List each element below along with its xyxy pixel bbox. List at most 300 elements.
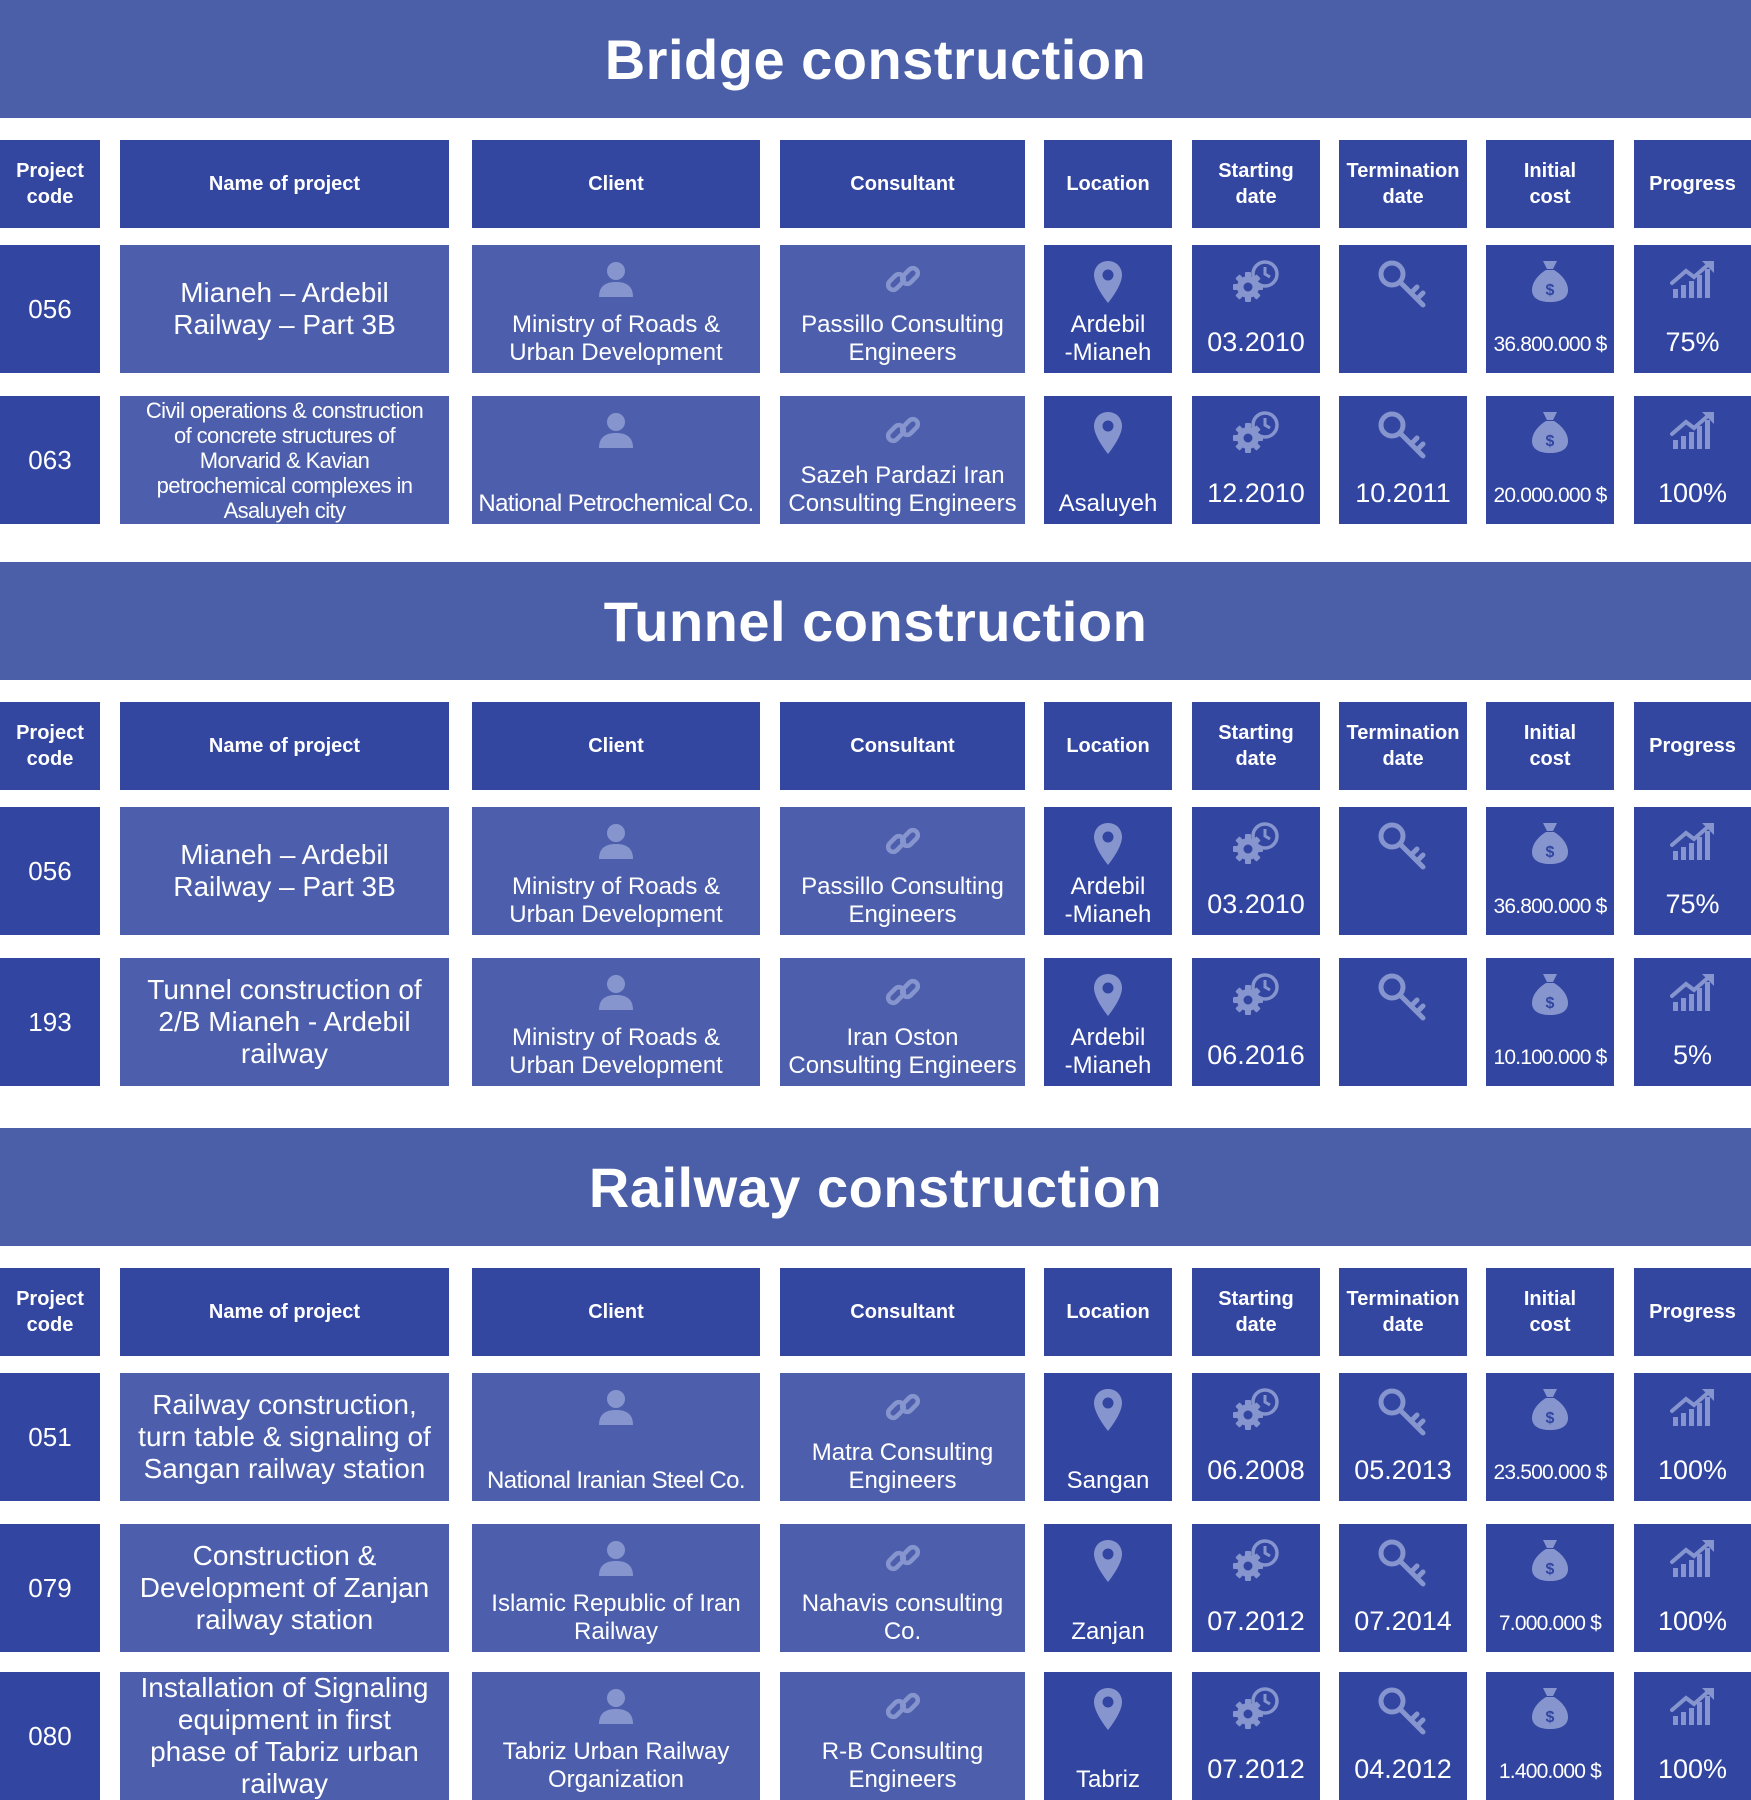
cell-value bbox=[780, 462, 1025, 518]
column-header bbox=[1192, 1268, 1320, 1356]
end-value: 10.2011 bbox=[1355, 478, 1451, 508]
column-header bbox=[120, 702, 449, 790]
svg-text:$: $ bbox=[1545, 844, 1555, 861]
progress-value: 100% bbox=[1657, 1455, 1728, 1485]
cost-value: 20.000.000 $ bbox=[1493, 484, 1607, 507]
table-cell-location bbox=[1044, 396, 1172, 524]
table-cell-consultant bbox=[780, 245, 1025, 373]
project-name-line: of concrete structures of bbox=[173, 422, 395, 448]
key-icon bbox=[1377, 410, 1429, 462]
key-icon bbox=[1377, 1538, 1429, 1590]
money-bag-icon bbox=[1531, 259, 1569, 303]
gear-clock-icon bbox=[1231, 821, 1281, 865]
table-cell-consultant bbox=[780, 1373, 1025, 1501]
consultant-line: Consulting Engineers bbox=[788, 1052, 1017, 1079]
table-cell-code bbox=[0, 1373, 100, 1501]
table-cell-start bbox=[1192, 807, 1320, 935]
start-value: 07.2012 bbox=[1207, 1606, 1305, 1636]
person-icon bbox=[596, 1538, 636, 1578]
project-name-line: 2/B Mianeh - Ardebil bbox=[158, 1006, 411, 1037]
column-header-line: Consultant bbox=[850, 735, 955, 757]
client-line: National Iranian Steel Co. bbox=[487, 1467, 745, 1494]
end-value: 04.2012 bbox=[1354, 1754, 1452, 1784]
column-header-line: Initial bbox=[1523, 160, 1577, 182]
cell-value bbox=[780, 1024, 1025, 1080]
column-header-line: Project bbox=[16, 722, 84, 744]
cell-value bbox=[1634, 327, 1751, 357]
table-cell-end bbox=[1339, 958, 1467, 1086]
column-header-line: date bbox=[1235, 748, 1277, 770]
table-cell-name bbox=[120, 1373, 449, 1501]
column-header bbox=[472, 702, 760, 790]
column-header-line: Location bbox=[1066, 1301, 1150, 1323]
client-line: Urban Development bbox=[509, 901, 723, 928]
cell-value bbox=[1192, 327, 1320, 357]
project-name-line: Morvarid & Kavian bbox=[199, 447, 370, 473]
progress-value: 75% bbox=[1665, 889, 1720, 919]
column-header-line: Name of project bbox=[208, 1301, 361, 1323]
start-value: 12.2010 bbox=[1207, 478, 1305, 508]
table-cell-client bbox=[472, 245, 760, 373]
project-name-line: Railway – Part 3B bbox=[173, 309, 396, 340]
project-name-line: phase of Tabriz urban bbox=[150, 1736, 419, 1767]
project-name-line: railway bbox=[240, 1768, 329, 1799]
cell-value bbox=[1044, 1024, 1172, 1080]
column-header bbox=[780, 702, 1025, 790]
cell-value bbox=[1634, 1606, 1751, 1636]
table-cell-progress bbox=[1634, 1524, 1751, 1652]
table-cell-cost bbox=[1486, 958, 1614, 1086]
cell-value bbox=[1192, 1606, 1320, 1636]
column-header bbox=[472, 1268, 760, 1356]
cell-value bbox=[472, 873, 760, 929]
link-icon bbox=[883, 1686, 923, 1726]
key-icon bbox=[1377, 972, 1429, 1024]
table-cell-client bbox=[472, 1524, 760, 1652]
table-cell-location bbox=[1044, 1524, 1172, 1652]
table-cell-cost bbox=[1486, 1524, 1614, 1652]
project-name bbox=[134, 1540, 436, 1636]
section-banner bbox=[0, 1128, 1751, 1246]
project-name-line: Tunnel construction of bbox=[147, 974, 422, 1005]
map-pin-icon bbox=[1092, 1686, 1124, 1732]
project-name-line: railway station bbox=[195, 1604, 374, 1635]
cost-value: 36.800.000 $ bbox=[1493, 895, 1607, 918]
cell-value bbox=[1044, 1766, 1172, 1794]
cell-value bbox=[1044, 1618, 1172, 1646]
project-name-line: Railway construction, bbox=[152, 1389, 417, 1420]
column-header-line: Progress bbox=[1649, 1301, 1736, 1323]
consultant-line: Engineers bbox=[848, 901, 957, 928]
column-header-line: code bbox=[26, 1314, 74, 1336]
cell-value bbox=[1634, 889, 1751, 919]
column-header-line: Progress bbox=[1649, 735, 1736, 757]
column-header bbox=[0, 1268, 100, 1356]
consultant-line: Co. bbox=[883, 1618, 922, 1645]
cell-value bbox=[1486, 1046, 1614, 1070]
consultant-line: Passillo Consulting bbox=[801, 311, 1004, 338]
start-value: 03.2010 bbox=[1207, 327, 1305, 357]
location-line: -Mianeh bbox=[1064, 339, 1152, 366]
cell-value bbox=[1192, 1040, 1320, 1070]
cell-value bbox=[1192, 889, 1320, 919]
location-line: Sangan bbox=[1066, 1467, 1150, 1494]
location-line: Zanjan bbox=[1071, 1618, 1145, 1645]
key-icon bbox=[1377, 821, 1429, 873]
table-cell-name bbox=[120, 396, 449, 524]
person-icon bbox=[596, 410, 636, 450]
consultant-line: Consulting Engineers bbox=[788, 490, 1017, 517]
table-cell-cost bbox=[1486, 1672, 1614, 1800]
project-code: 079 bbox=[28, 1572, 72, 1603]
cell-value bbox=[780, 1439, 1025, 1495]
svg-text:$: $ bbox=[1545, 995, 1555, 1012]
gear-clock-icon bbox=[1231, 1387, 1281, 1431]
table-cell-end bbox=[1339, 807, 1467, 935]
money-bag-icon bbox=[1531, 972, 1569, 1016]
project-code: 056 bbox=[28, 293, 72, 324]
column-header bbox=[780, 140, 1025, 228]
cell-value bbox=[1339, 1455, 1467, 1485]
gear-clock-icon bbox=[1231, 259, 1281, 303]
project-name-line: railway bbox=[240, 1038, 329, 1069]
person-icon bbox=[596, 1387, 636, 1427]
progress-value: 100% bbox=[1657, 1606, 1728, 1636]
section-title: Railway construction bbox=[588, 1155, 1163, 1219]
column-header bbox=[0, 702, 100, 790]
column-header-line: Consultant bbox=[850, 1301, 955, 1323]
link-icon bbox=[883, 1387, 923, 1427]
key-icon bbox=[1377, 1686, 1429, 1738]
table-cell-name bbox=[120, 1672, 449, 1800]
column-header-line: Progress bbox=[1649, 173, 1736, 195]
cell-value bbox=[780, 1738, 1025, 1794]
project-name-line: Asaluyeh city bbox=[223, 497, 346, 523]
project-name-line: petrochemical complexes in bbox=[156, 472, 413, 498]
table-cell-progress bbox=[1634, 1672, 1751, 1800]
table-cell-client bbox=[472, 958, 760, 1086]
section-banner bbox=[0, 562, 1751, 680]
cell-value bbox=[472, 490, 760, 518]
growth-chart-icon bbox=[1670, 972, 1716, 1012]
consultant-line: Passillo Consulting bbox=[801, 873, 1004, 900]
column-header-line: date bbox=[1235, 1314, 1277, 1336]
cell-value bbox=[1634, 1040, 1751, 1070]
client-line: Ministry of Roads & bbox=[511, 873, 721, 900]
growth-chart-icon bbox=[1670, 821, 1716, 861]
project-name-line: Mianeh – Ardebil bbox=[180, 839, 389, 870]
cost-value: 7.000.000 $ bbox=[1498, 1612, 1602, 1635]
column-header bbox=[1044, 140, 1172, 228]
table-cell-progress bbox=[1634, 245, 1751, 373]
table-cell-name bbox=[120, 958, 449, 1086]
map-pin-icon bbox=[1092, 1538, 1124, 1584]
table-cell-progress bbox=[1634, 396, 1751, 524]
cell-value bbox=[472, 1467, 760, 1495]
column-header-line: Starting bbox=[1218, 160, 1294, 182]
cell-value bbox=[1044, 873, 1172, 929]
money-bag-icon bbox=[1531, 821, 1569, 865]
svg-text:$: $ bbox=[1545, 282, 1555, 299]
table-cell-end bbox=[1339, 1373, 1467, 1501]
cell-value bbox=[1339, 1754, 1467, 1784]
end-value: 05.2013 bbox=[1354, 1455, 1452, 1485]
map-pin-icon bbox=[1092, 1387, 1124, 1433]
person-icon bbox=[596, 972, 636, 1012]
project-name-line: Construction & bbox=[192, 1540, 377, 1571]
client-line: Urban Development bbox=[509, 339, 723, 366]
consultant-line: Engineers bbox=[848, 1467, 957, 1494]
link-icon bbox=[883, 821, 923, 861]
project-name bbox=[167, 277, 402, 341]
column-header-line: cost bbox=[1529, 186, 1571, 208]
cell-value bbox=[1192, 1754, 1320, 1784]
cell-value bbox=[472, 311, 760, 367]
table-cell-client bbox=[472, 1373, 760, 1501]
cell-value bbox=[780, 311, 1025, 367]
column-header-line: cost bbox=[1529, 748, 1571, 770]
column-header bbox=[1339, 1268, 1467, 1356]
money-bag-icon bbox=[1531, 1538, 1569, 1582]
table-cell-start bbox=[1192, 245, 1320, 373]
link-icon bbox=[883, 1538, 923, 1578]
cost-value: 23.500.000 $ bbox=[1493, 1461, 1607, 1484]
table-cell-code bbox=[0, 396, 100, 524]
column-header bbox=[780, 1268, 1025, 1356]
cell-value bbox=[1486, 1461, 1614, 1485]
column-header-line: Project bbox=[16, 1288, 84, 1310]
location-line: Tabriz bbox=[1075, 1766, 1141, 1793]
client-line: National Petrochemical Co. bbox=[478, 490, 754, 517]
project-name bbox=[141, 974, 427, 1070]
cell-value bbox=[1044, 490, 1172, 518]
column-header bbox=[472, 140, 760, 228]
cell-value bbox=[1634, 478, 1751, 508]
map-pin-icon bbox=[1092, 259, 1124, 305]
column-header bbox=[1486, 702, 1614, 790]
start-value: 03.2010 bbox=[1207, 889, 1305, 919]
column-header-line: Consultant bbox=[850, 173, 955, 195]
project-name-line: Mianeh – Ardebil bbox=[180, 277, 389, 308]
svg-text:$: $ bbox=[1545, 433, 1555, 450]
cell-value bbox=[1486, 1612, 1614, 1636]
column-header-line: Initial bbox=[1523, 1288, 1577, 1310]
consultant-line: Sazeh Pardazi Iran bbox=[800, 462, 1005, 489]
column-header-line: Termination bbox=[1346, 722, 1460, 744]
client-line: Islamic Republic of Iran bbox=[491, 1590, 741, 1617]
gear-clock-icon bbox=[1231, 1686, 1281, 1730]
key-icon bbox=[1377, 259, 1429, 311]
project-name-line: turn table & signaling of bbox=[138, 1421, 431, 1452]
column-header-line: date bbox=[1382, 186, 1424, 208]
table-cell-consultant bbox=[780, 807, 1025, 935]
column-header bbox=[1634, 702, 1751, 790]
table-cell-start bbox=[1192, 1373, 1320, 1501]
column-header-line: Project bbox=[16, 160, 84, 182]
gear-clock-icon bbox=[1231, 410, 1281, 454]
column-header bbox=[1044, 1268, 1172, 1356]
project-name bbox=[140, 398, 429, 523]
column-header-line: date bbox=[1382, 1314, 1424, 1336]
person-icon bbox=[596, 821, 636, 861]
project-name-line: Installation of Signaling bbox=[140, 1672, 429, 1703]
table-cell-name bbox=[120, 807, 449, 935]
column-header-line: Starting bbox=[1218, 1288, 1294, 1310]
cell-value bbox=[1634, 1754, 1751, 1784]
project-name-line: Sangan railway station bbox=[143, 1453, 426, 1484]
location-line: Ardebil bbox=[1070, 311, 1146, 338]
svg-text:$: $ bbox=[1545, 1561, 1555, 1578]
client-line: Tabriz Urban Railway bbox=[502, 1738, 730, 1765]
progress-value: 100% bbox=[1657, 1754, 1728, 1784]
start-value: 07.2012 bbox=[1207, 1754, 1305, 1784]
column-header bbox=[1486, 1268, 1614, 1356]
column-header-line: Location bbox=[1066, 173, 1150, 195]
table-cell-code bbox=[0, 807, 100, 935]
project-code: 056 bbox=[28, 855, 72, 886]
money-bag-icon bbox=[1531, 1387, 1569, 1431]
table-cell-start bbox=[1192, 1524, 1320, 1652]
table-cell-end bbox=[1339, 1672, 1467, 1800]
table-cell-location bbox=[1044, 1373, 1172, 1501]
column-header bbox=[1192, 702, 1320, 790]
growth-chart-icon bbox=[1670, 1387, 1716, 1427]
column-header-line: cost bbox=[1529, 1314, 1571, 1336]
cell-value bbox=[472, 1590, 760, 1646]
location-line: Asaluyeh bbox=[1058, 490, 1158, 517]
column-header-line: Initial bbox=[1523, 722, 1577, 744]
cost-value: 10.100.000 $ bbox=[1493, 1046, 1607, 1069]
table-cell-location bbox=[1044, 1672, 1172, 1800]
section-title: Tunnel construction bbox=[603, 589, 1148, 653]
link-icon bbox=[883, 410, 923, 450]
column-header-line: code bbox=[26, 186, 74, 208]
column-header-line: Location bbox=[1066, 735, 1150, 757]
money-bag-icon bbox=[1531, 1686, 1569, 1730]
cell-value bbox=[1044, 311, 1172, 367]
column-header-line: date bbox=[1382, 748, 1424, 770]
project-name-line: equipment in first bbox=[177, 1704, 392, 1735]
progress-value: 100% bbox=[1657, 478, 1728, 508]
key-icon bbox=[1377, 1387, 1429, 1439]
start-value: 06.2016 bbox=[1207, 1040, 1305, 1070]
table-cell-code bbox=[0, 958, 100, 1086]
table-cell-progress bbox=[1634, 958, 1751, 1086]
map-pin-icon bbox=[1092, 410, 1124, 456]
client-line: Ministry of Roads & bbox=[511, 1024, 721, 1051]
client-line: Urban Development bbox=[509, 1052, 723, 1079]
location-line: -Mianeh bbox=[1064, 901, 1152, 928]
cell-value bbox=[780, 873, 1025, 929]
person-icon bbox=[596, 259, 636, 299]
table-cell-name bbox=[120, 1524, 449, 1652]
column-header bbox=[120, 140, 449, 228]
money-bag-icon bbox=[1531, 410, 1569, 454]
location-line: Ardebil bbox=[1070, 873, 1146, 900]
project-name-line: Development of Zanjan bbox=[139, 1572, 430, 1603]
table-cell-progress bbox=[1634, 1373, 1751, 1501]
project-code: 080 bbox=[28, 1720, 72, 1751]
link-icon bbox=[883, 259, 923, 299]
table-cell-code bbox=[0, 245, 100, 373]
consultant-line: Matra Consulting bbox=[811, 1439, 994, 1466]
client-line: Railway bbox=[573, 1618, 659, 1645]
location-line: Ardebil bbox=[1070, 1024, 1146, 1051]
table-cell-code bbox=[0, 1524, 100, 1652]
person-icon bbox=[596, 1686, 636, 1726]
table-cell-client bbox=[472, 396, 760, 524]
project-name-line: Railway – Part 3B bbox=[173, 871, 396, 902]
client-line: Ministry of Roads & bbox=[511, 311, 721, 338]
table-cell-client bbox=[472, 807, 760, 935]
column-header-line: Termination bbox=[1346, 1288, 1460, 1310]
column-header bbox=[0, 140, 100, 228]
column-header bbox=[1192, 140, 1320, 228]
location-line: -Mianeh bbox=[1064, 1052, 1152, 1079]
progress-value: 5% bbox=[1672, 1040, 1713, 1070]
cost-value: 1.400.000 $ bbox=[1498, 1760, 1602, 1783]
cell-value bbox=[1339, 1606, 1467, 1636]
table-cell-location bbox=[1044, 245, 1172, 373]
column-header-line: Client bbox=[588, 1301, 644, 1323]
end-value: 07.2014 bbox=[1354, 1606, 1452, 1636]
svg-text:$: $ bbox=[1545, 1709, 1555, 1726]
project-name bbox=[167, 839, 402, 903]
cell-value bbox=[472, 1024, 760, 1080]
consultant-line: Iran Oston bbox=[846, 1024, 959, 1051]
cell-value bbox=[1192, 478, 1320, 508]
column-header-line: code bbox=[26, 748, 74, 770]
column-header-line: Client bbox=[588, 735, 644, 757]
table-cell-start bbox=[1192, 958, 1320, 1086]
cell-value bbox=[1486, 333, 1614, 357]
cell-value bbox=[472, 1738, 760, 1794]
column-header bbox=[1634, 1268, 1751, 1356]
table-cell-client bbox=[472, 1672, 760, 1800]
growth-chart-icon bbox=[1670, 1538, 1716, 1578]
gear-clock-icon bbox=[1231, 1538, 1281, 1582]
column-header-line: Client bbox=[588, 173, 644, 195]
consultant-line: R-B Consulting bbox=[821, 1738, 984, 1765]
cell-value bbox=[1486, 1760, 1614, 1784]
table-cell-consultant bbox=[780, 1672, 1025, 1800]
project-code: 051 bbox=[28, 1421, 72, 1452]
column-header bbox=[1486, 140, 1614, 228]
project-name-line: Civil operations & construction bbox=[145, 397, 424, 423]
project-name bbox=[132, 1389, 437, 1485]
cost-value: 36.800.000 $ bbox=[1493, 333, 1607, 356]
section-banner bbox=[0, 0, 1751, 118]
table-cell-start bbox=[1192, 1672, 1320, 1800]
table-cell-code bbox=[0, 1672, 100, 1800]
table-cell-end bbox=[1339, 396, 1467, 524]
table-cell-consultant bbox=[780, 1524, 1025, 1652]
cell-value bbox=[1192, 1455, 1320, 1485]
column-header-line: date bbox=[1235, 186, 1277, 208]
cell-value bbox=[1339, 478, 1467, 508]
table-cell-consultant bbox=[780, 958, 1025, 1086]
consultant-line: Nahavis consulting bbox=[801, 1590, 1004, 1617]
column-header-line: Name of project bbox=[208, 173, 361, 195]
growth-chart-icon bbox=[1670, 410, 1716, 450]
table-cell-name bbox=[120, 245, 449, 373]
cell-value bbox=[1486, 895, 1614, 919]
column-header-line: Starting bbox=[1218, 722, 1294, 744]
cell-value bbox=[1044, 1467, 1172, 1495]
column-header-line: Termination bbox=[1346, 160, 1460, 182]
table-cell-cost bbox=[1486, 245, 1614, 373]
column-header bbox=[1339, 140, 1467, 228]
